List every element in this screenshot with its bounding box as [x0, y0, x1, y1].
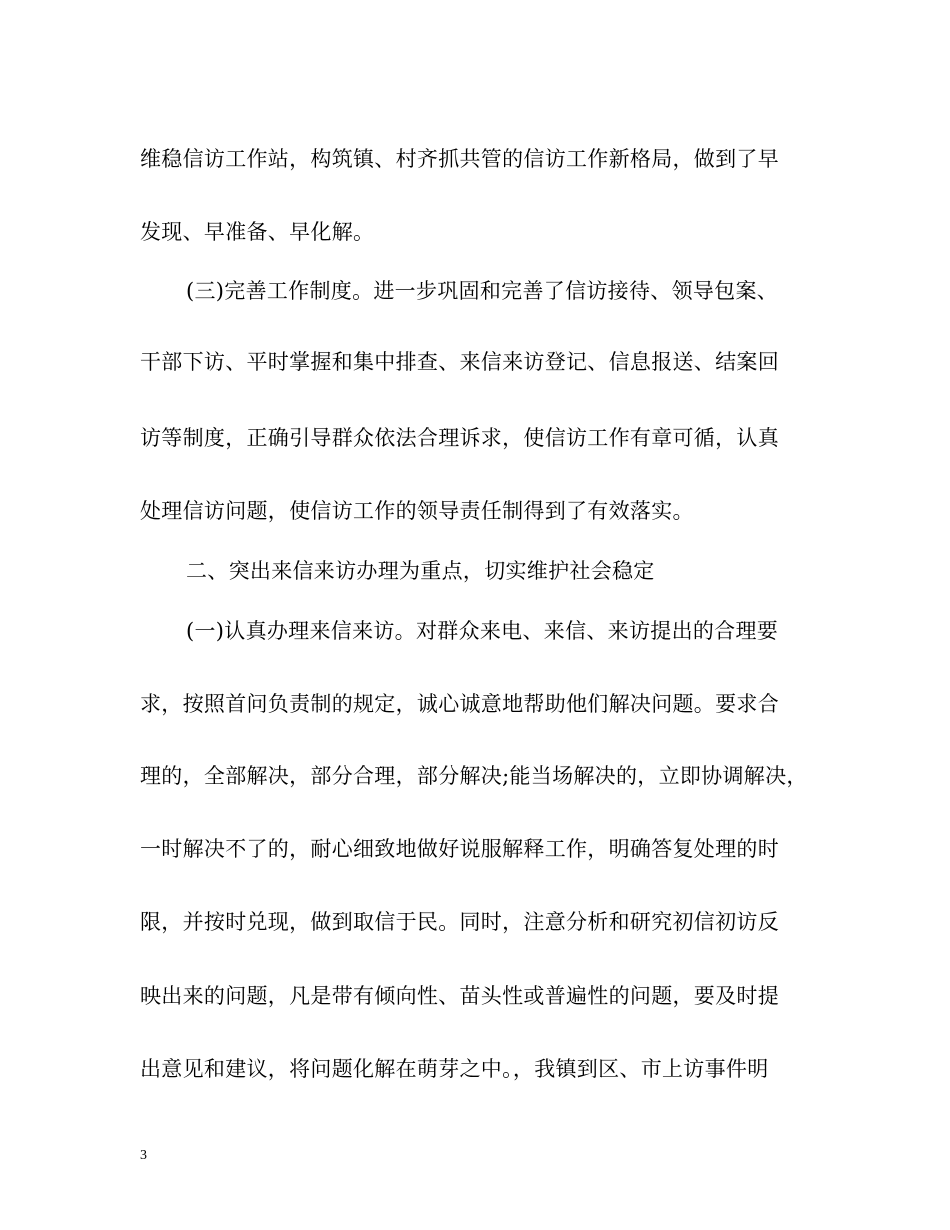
page-number: 3 [140, 1148, 147, 1163]
text-line: 理的，全部解决，部分合理，部分解决;能当场解决的，立即协调解决， [140, 764, 808, 788]
text-line: 访等制度，正确引导群众依法合理诉求，使信访工作有章可循，认真 [140, 426, 779, 450]
paragraph-heading: (一)认真办理来信来访。对群众来电、来信、来访提出的合理要 [186, 619, 779, 643]
text-line: 发现、早准备、早化解。 [140, 220, 375, 244]
text-line: 限，并按时兑现，做到取信于民。同时，注意分析和研究初信初访反 [140, 910, 779, 934]
text-line: 出意见和建议，将问题化解在萌芽之中。，我镇到区、市上访事件明 [140, 1057, 769, 1081]
text-line: 一时解决不了的，耐心细致地做好说服解释工作，明确答复处理的时 [140, 837, 779, 861]
text-line: 求，按照首问负责制的规定，诚心诚意地帮助他们解决问题。要求合 [140, 692, 779, 716]
text-line: 处理信访问题，使信访工作的领导责任制得到了有效落实。 [140, 499, 694, 523]
paragraph-heading: (三)完善工作制度。进一步巩固和完善了信访接待、领导包案、 [186, 279, 779, 303]
text-line: 维稳信访工作站，构筑镇、村齐抓共管的信访工作新格局，做到了早 [140, 147, 779, 171]
text-line: 干部下访、平时掌握和集中排查、来信来访登记、信息报送、结案回 [140, 350, 779, 374]
text-line: 映出来的问题，凡是带有倾向性、苗头性或普遍性的问题，要及时提 [140, 984, 779, 1008]
section-heading: 二、突出来信来访办理为重点，切实维护社会稳定 [186, 559, 655, 583]
